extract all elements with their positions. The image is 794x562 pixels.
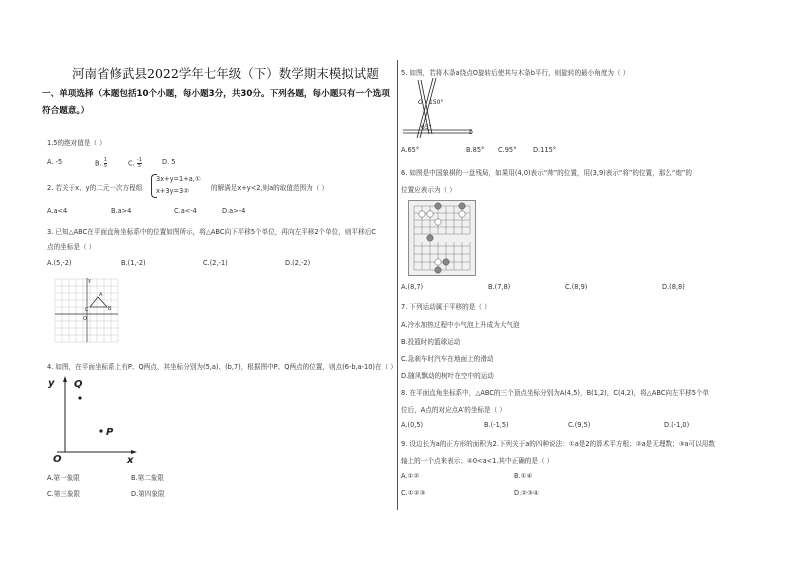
page-title: 河南省修武县2022学年七年级（下）数学期末模拟试题 bbox=[72, 66, 379, 81]
q6-option-d[interactable]: D.(8,8) bbox=[662, 283, 685, 291]
q1-option-b[interactable]: B. $\frac{1}{5}$ bbox=[95, 157, 107, 169]
q1-fraction-b: $\frac{1}{5}$ bbox=[103, 157, 107, 169]
chess-piece bbox=[435, 267, 441, 273]
q9-option-a[interactable]: A.①② bbox=[401, 472, 420, 480]
chess-piece bbox=[435, 203, 441, 209]
q6-option-a[interactable]: A.(8,7) bbox=[401, 283, 424, 291]
triangle-abc bbox=[90, 297, 107, 307]
q5-angle-65: 65° bbox=[421, 124, 432, 131]
q5-angle-150: 150° bbox=[429, 99, 444, 106]
q2-option-c[interactable]: C.a<-4 bbox=[174, 207, 197, 215]
q7-option-d[interactable]: D.随风飘动的树叶在空中的运动 bbox=[401, 372, 494, 380]
chess-piece bbox=[459, 211, 465, 217]
q3-coordinate-grid bbox=[52, 276, 122, 344]
question-7: 7. 下列运动属于平移的是（ ） bbox=[401, 303, 491, 311]
q3-label-a: A bbox=[99, 292, 103, 298]
chess-piece bbox=[443, 259, 449, 265]
q7-option-a[interactable]: A.冷水加热过程中小气泡上升成为大气泡 bbox=[401, 321, 520, 329]
q4-label-q: Q bbox=[74, 379, 83, 390]
q5-wood-strips-figure bbox=[400, 74, 480, 140]
q7-option-b[interactable]: B.投篮时的篮球运动 bbox=[401, 338, 461, 346]
chess-piece bbox=[459, 203, 465, 209]
point-p bbox=[99, 429, 102, 432]
q4-option-a[interactable]: A.第一象限 bbox=[47, 474, 80, 482]
q9-option-d[interactable]: D.②③④ bbox=[514, 489, 539, 497]
question-4: 4. 如图，在平面坐标系上有P、Q两点，其坐标分别为(5,a)、(b,7)，根据图中P、Q两点的位置，则点(6-b,a-10)在（ ） bbox=[47, 363, 397, 371]
q1-option-a[interactable]: A. -5 bbox=[47, 158, 63, 166]
q8-option-c[interactable]: C.(9,5) bbox=[568, 421, 591, 429]
question-2-prefix: 2. 若关于x、y的二元一次方程组 bbox=[47, 184, 143, 192]
q1-fraction-c: $\frac{-1}{5}$ bbox=[136, 157, 142, 169]
q9-option-b[interactable]: B.①④ bbox=[514, 472, 533, 480]
q1-option-c[interactable]: C. $\frac{-1}{5}$ bbox=[128, 157, 142, 169]
q2-option-b[interactable]: B.a>4 bbox=[111, 207, 132, 215]
q4-y-label: y bbox=[48, 378, 55, 389]
question-3-line2: 点的坐标是（ ） bbox=[47, 243, 96, 251]
question-8-line1: 8. 在平面直角坐标系中，△ABC的三个顶点坐标分别为A(4,5)，B(1,2)，C(4,2)，将△ABC向左平移5个单 bbox=[401, 389, 710, 397]
q4-option-d[interactable]: D.第四象限 bbox=[131, 490, 165, 498]
q3-option-d[interactable]: D.(2,-2) bbox=[285, 259, 311, 267]
chess-piece bbox=[435, 259, 441, 265]
q4-label-p: P bbox=[106, 427, 114, 438]
q4-option-c[interactable]: C.第三象限 bbox=[47, 490, 81, 498]
equation-2: x+3y=3② bbox=[156, 187, 190, 195]
question-6-line2: 位置应表示为（ ） bbox=[401, 186, 456, 194]
question-9-line2: 轴上的一个点来表示；④0<a<1.其中正确的是（ ） bbox=[401, 457, 554, 465]
q9-option-c[interactable]: C.①②③ bbox=[401, 489, 426, 497]
q6-option-b[interactable]: B.(7,8) bbox=[488, 283, 511, 291]
q5-option-b[interactable]: B.85° bbox=[466, 146, 485, 154]
q8-option-b[interactable]: B.(-1,5) bbox=[484, 421, 509, 429]
q2-option-d[interactable]: D.a>-4 bbox=[222, 207, 246, 215]
point-q bbox=[78, 396, 81, 399]
chess-piece bbox=[427, 235, 433, 241]
q7-option-c[interactable]: C.急刹车时汽车在地面上的滑动 bbox=[401, 355, 494, 363]
q1-option-d[interactable]: D. 5 bbox=[162, 158, 176, 166]
q3-option-a[interactable]: A.(5,-2) bbox=[47, 259, 72, 267]
q3-y-label: y bbox=[88, 278, 91, 284]
question-9-line1: 9. 设边长为a的正方形的面积为2.下列关于a的四种说法：①a是2的算术平方根；②a是无理数；③a可以用数 bbox=[401, 440, 715, 448]
q3-option-b[interactable]: B.(1,-2) bbox=[121, 259, 146, 267]
chess-piece bbox=[435, 219, 441, 225]
q5-option-a[interactable]: A.65° bbox=[401, 146, 420, 154]
question-1: 1.5的绝对值是（ ） bbox=[47, 139, 106, 147]
question-3-line1: 3. 已知△ABC在平面直角坐标系中的位置如图所示，将△ABC向下平移5个单位，再向左平移2个单位，则平移后C bbox=[47, 228, 376, 236]
q8-option-d[interactable]: D.(-1,0) bbox=[664, 421, 690, 429]
q4-coordinate-plane bbox=[45, 372, 145, 464]
q8-option-a[interactable]: A.(0,5) bbox=[401, 421, 424, 429]
q5-label-o: O bbox=[418, 99, 423, 106]
q3-label-o: O bbox=[83, 316, 87, 322]
equation-1: 3x+y=1+a,① bbox=[156, 175, 201, 183]
question-6-line1: 6. 如图是中国象棋的一盘残局，如果用(4,0)表示“帅”的位置，用(3,9)表示“将”的位置，那么“炮”的 bbox=[401, 169, 692, 177]
chess-piece bbox=[427, 211, 433, 217]
column-divider bbox=[397, 60, 398, 510]
section-header: 一、单项选择（本题包括10个小题，每小题3分，共30分。下列各题，每小题只有一个选项符合题意。） bbox=[42, 89, 390, 116]
question-2-suffix: 的解满足x+y<2,则a的取值范围为（ ） bbox=[211, 184, 328, 192]
q5-option-c[interactable]: C.95° bbox=[498, 146, 517, 154]
q3-label-c: C bbox=[85, 307, 89, 313]
question-8-line2: 位后，A点的对应点A′的坐标是（ ） bbox=[401, 406, 506, 414]
q2-option-a[interactable]: A.a<4 bbox=[47, 207, 68, 215]
q3-label-b: B bbox=[108, 306, 112, 312]
q4-origin-label: O bbox=[53, 454, 62, 464]
q5-option-d[interactable]: D.115° bbox=[533, 146, 557, 154]
question-5: 5. 如图，若将木条a绕点O旋转后使其与木条b平行，则旋转的最小角度为（ ） bbox=[401, 69, 630, 77]
q3-option-c[interactable]: C.(2,-1) bbox=[203, 259, 228, 267]
q4-x-label: x bbox=[127, 455, 134, 464]
q4-option-b[interactable]: B.第二象限 bbox=[131, 474, 164, 482]
q6-option-c[interactable]: C.(8,9) bbox=[565, 283, 588, 291]
q5-label-b: b bbox=[469, 129, 473, 136]
chess-piece bbox=[419, 211, 425, 217]
chinese-chess-board bbox=[408, 200, 476, 276]
